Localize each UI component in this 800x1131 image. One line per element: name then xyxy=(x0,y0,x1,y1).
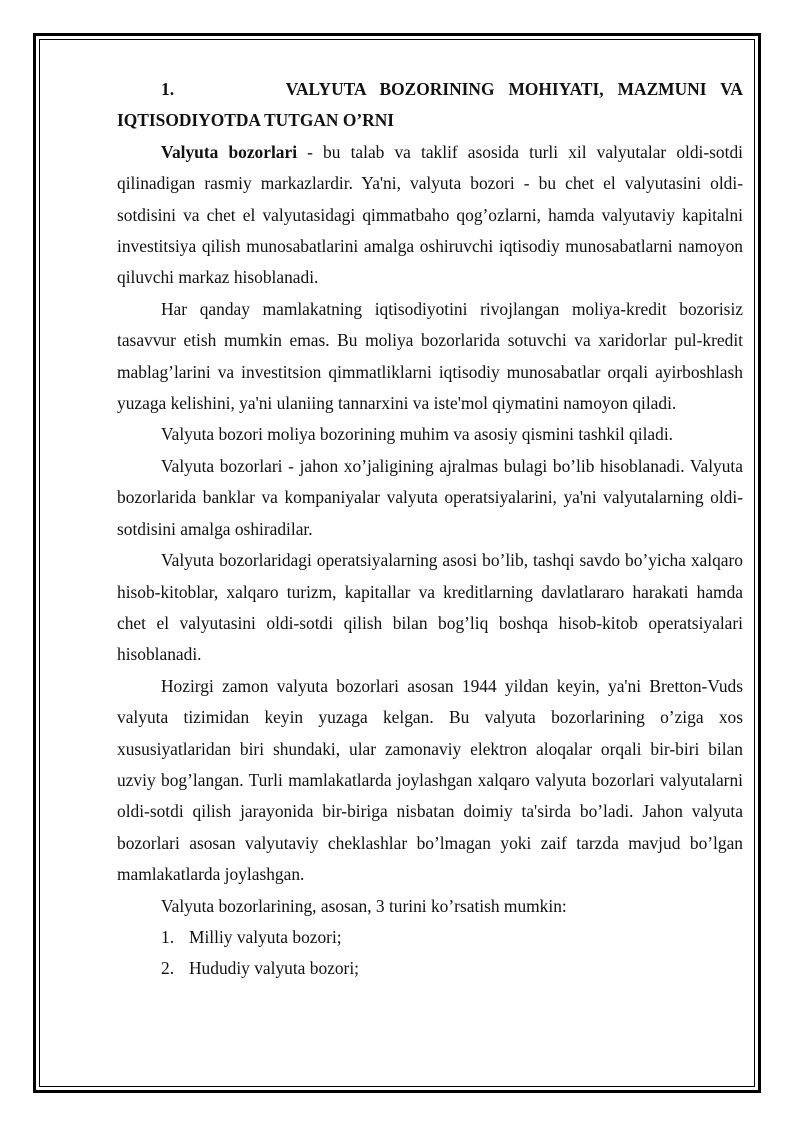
list-item xyxy=(117,953,743,984)
list-item xyxy=(117,922,743,953)
list-item-text: Hududiy valyuta bozori; xyxy=(189,958,360,979)
paragraph-6: Hozirgi zamon valyuta bozorlari asosan 1944 yildan keyin, ya'ni Bretton-Vuds valyuta tizimidan keyin yuzaga kelgan. Bu valyuta bozorlarining o’ziga xos xususiyatlaridan biri shundaki, ular zamonaviy elektron aloqalar orqali bir-biri bilan uzviy bog’langan. Turli mamlakatlarda joylashgan xalqaro valyuta bozorlari valyutalarni oldi-sotdi qilish jarayonida bir-biriga nisbatan doimiy ta'sirda bo’ladi. Jahon valyuta bozorlari asosan valyutaviy cheklashlar bo’lmagan yoki zaif tarzda mavjud bo’lgan mamlakatlarda joylashgan. xyxy=(117,675,743,885)
paragraph-4: Valyuta bozorlari - jahon xo’jaligining ajralmas bulagi bo’lib hisoblanadi. Valyuta bozorlarida banklar va kompaniyalar valyuta operatsiyalarini, ya'ni valyutalarning oldi-sotdisini amalga oshiradilar. xyxy=(117,455,743,539)
list-marker: 2. xyxy=(161,958,175,979)
paragraph-5: Valyuta bozorlaridagi operatsiyalarning asosi bo’lib, tashqi savdo bo’yicha xalqaro hisob-kitoblar, xalqaro turizm, kapitallar va kreditlarning davlatlararo harakati hamda chet el valyutasini oldi-sotdi qilish bilan bog’liq boshqa hisob-kitob operatsiyalari hisoblanadi. xyxy=(117,550,743,665)
paragraph-definition xyxy=(117,137,743,294)
paragraph-2: Har qanday mamlakatning iqtisodiyotini rivojlangan moliya-kredit bozorisiz tasavvur etish mumkin emas. Bu moliya bozorlarida sotuvchi va xaridorlar pul-kredit mablag’larini va investitsion qimmatliklarni iqtisodiy munosabatlar orqali ayirboshlash yuzaga kelishini, ya'ni ulaniing tannarxini va iste'mol qiymatini namoyon qiladi. xyxy=(117,298,743,414)
document-body xyxy=(117,74,743,985)
paragraph-7: Valyuta bozorlarining, asosan, 3 turini ko’rsatish mumkin: xyxy=(161,895,567,916)
list-marker: 1. xyxy=(161,926,175,947)
defined-term: Valyuta bozorlari xyxy=(161,141,298,162)
paragraph-3: Valyuta bozori moliya bozorining muhim va asosiy qismini tashkil qiladi. xyxy=(161,424,673,445)
definition-text: - bu talab va taklif asosida turli xil valyutalar oldi-sotdi qilinadigan rasmiy markazlardir. Ya'ni, valyuta bozori - bu chet el valyutasini oldi-sotdisini va chet el valyutasidagi qimmatbaho qog’ozlarni, hamda valyutaviy kapitalni investitsiya qilish munosabatlarini amalga oshiruvchi iqtisodiy munosabatlarni namoyon qiluvchi markaz hisoblanadi. xyxy=(117,141,743,288)
section-heading: 1. VALYUTA BOZORINING MOHIYATI, MAZMUNI VA IQTISODIYOTDA TUTGAN O’RNI xyxy=(117,79,743,131)
market-types-list xyxy=(117,922,743,985)
list-item-text: Milliy valyuta bozori; xyxy=(189,926,342,947)
